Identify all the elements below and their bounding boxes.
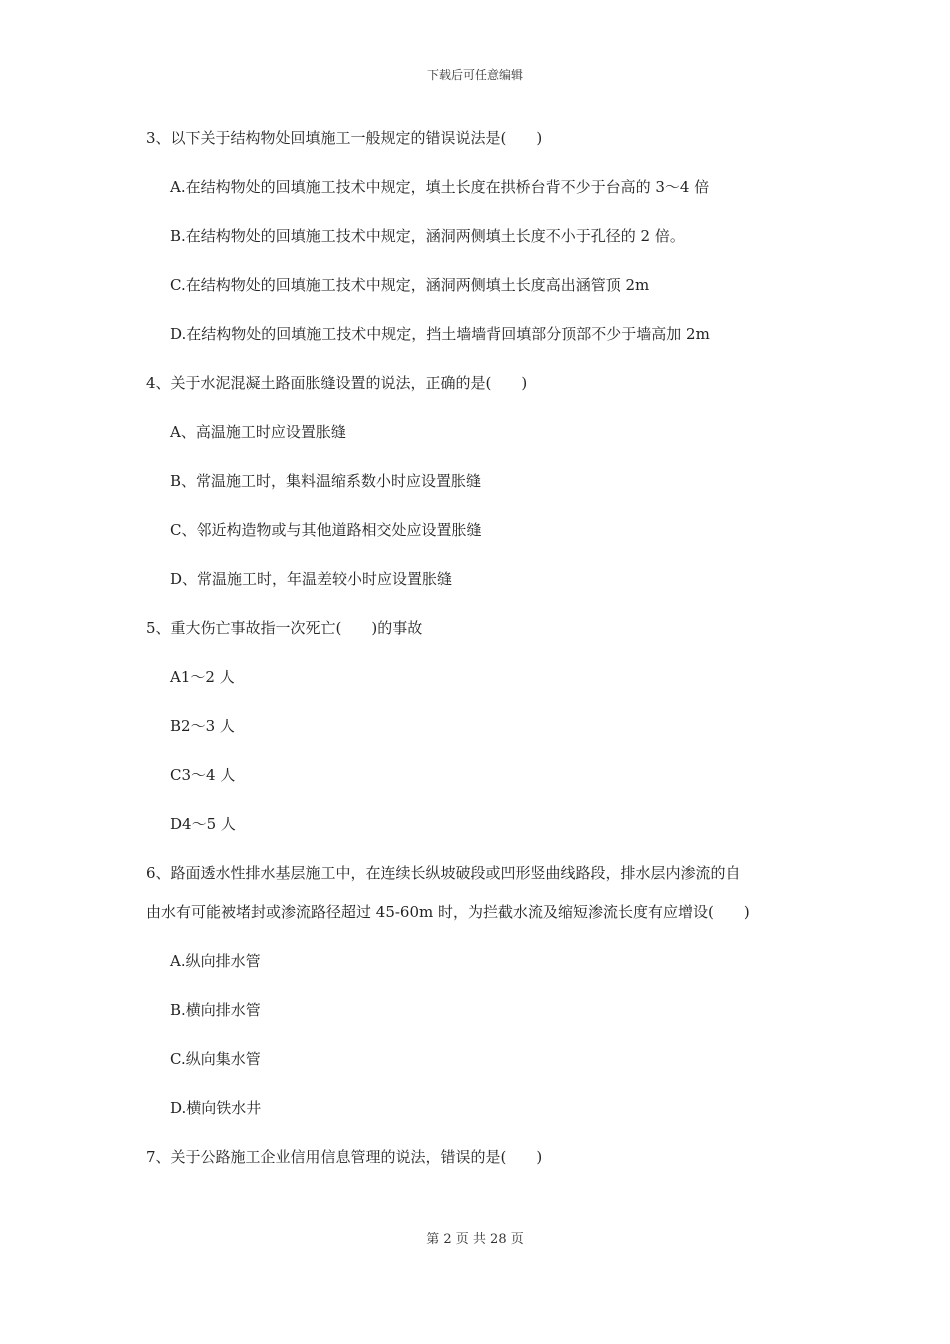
question-3-option-d: D.在结构物处的回填施工技术中规定，挡土墙墙背回填部分顶部不少于墙高加 2m (170, 325, 710, 343)
question-5-option-d: D4～5 人 (170, 815, 236, 833)
question-5-option-b: B2～3 人 (170, 717, 235, 735)
question-3-option-c: C.在结构物处的回填施工技术中规定，涵洞两侧填土长度高出涵管顶 2m (170, 276, 650, 294)
question-4-option-d: D、常温施工时，年温差较小时应设置胀缝 (170, 570, 453, 588)
question-4-option-c: C、邻近构造物或与其他道路相交处应设置胀缝 (170, 521, 482, 539)
question-4-option-b: B、常温施工时，集料温缩系数小时应设置胀缝 (170, 472, 482, 490)
question-6-option-a: A.纵向排水管 (170, 952, 261, 970)
page-footer: 第 2 页 共 28 页 (426, 1232, 524, 1247)
question-5-option-c: C3～4 人 (170, 766, 236, 784)
question-3-stem: 3、以下关于结构物处回填施工一般规定的错误说法是( ) (146, 129, 543, 147)
page-header: 下载后可任意编辑 (426, 68, 523, 82)
question-5-option-a: A1～2 人 (170, 668, 235, 686)
question-3-option-b: B.在结构物处的回填施工技术中规定，涵洞两侧填土长度不小于孔径的 2 倍。 (170, 227, 685, 245)
question-3-option-a: A.在结构物处的回填施工技术中规定，填土长度在拱桥台背不少于台高的 3～4 倍 (170, 178, 710, 196)
question-5-stem: 5、重大伤亡事故指一次死亡( )的事故 (146, 619, 423, 637)
question-6-stem-line-2: 由水有可能被堵封或渗流路径超过 45-60m 时，为拦截水流及缩短渗流长度有应增设( ) (146, 903, 750, 921)
question-4-stem: 4、关于水泥混凝土路面胀缝设置的说法，正确的是( ) (146, 374, 528, 392)
question-6-option-b: B.横向排水管 (170, 1001, 261, 1019)
question-6-stem-line-1: 6、路面透水性排水基层施工中，在连续长纵坡破段或凹形竖曲线路段，排水层内渗流的自 (146, 864, 741, 882)
question-6-option-d: D.横向铁水井 (170, 1099, 262, 1117)
question-7-stem: 7、关于公路施工企业信用信息管理的说法，错误的是( ) (146, 1148, 543, 1166)
question-4-option-a: A、高温施工时应设置胀缝 (170, 423, 346, 441)
question-6-option-c: C.纵向集水管 (170, 1050, 261, 1068)
